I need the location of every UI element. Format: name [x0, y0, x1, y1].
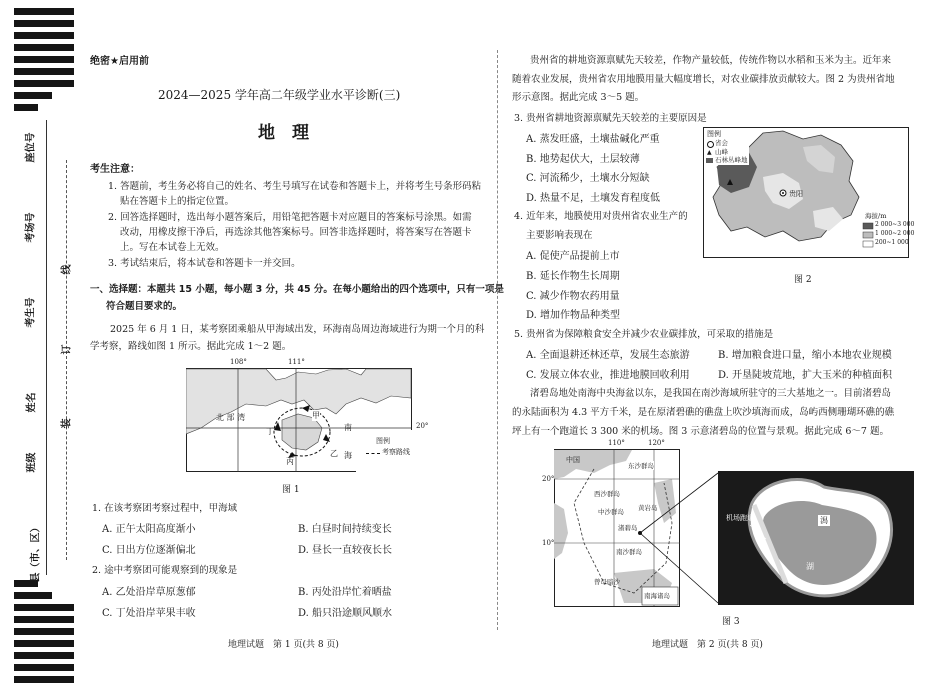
- q5-option[interactable]: A. 全面退耕还林还草，发展生态旅游: [526, 350, 690, 361]
- capital-icon: [707, 141, 714, 148]
- fig3-runway-label: 机场跑道: [726, 514, 754, 522]
- lat-label: 20°: [416, 422, 429, 430]
- footer-page-1: 地理试题 第 1 页(共 8 页): [228, 640, 339, 650]
- class-label: 班级: [26, 452, 38, 473]
- q1-option[interactable]: A. 正午太阳高度渐小: [102, 524, 196, 535]
- point-label: 丁: [266, 427, 274, 436]
- fig3-place: 中沙群岛: [598, 508, 624, 516]
- peak-icon: ▲: [707, 149, 712, 156]
- fig3-lagoon-label: 潟: [820, 516, 828, 525]
- question-1-stem: 1. 在该考察团考察过程中，甲海域: [92, 503, 238, 514]
- sea-label: 南: [344, 423, 352, 432]
- fig3-place: 东沙群岛: [628, 462, 654, 470]
- fig3-lat-label: 10°: [542, 539, 555, 547]
- sea-label: 海: [344, 451, 352, 460]
- section-intro-cont: 学考察，路线如图 1 所示。据此完成 1～2 题。: [90, 341, 292, 352]
- point-label: 甲: [312, 411, 320, 420]
- fig3-inset-label: 南海诸岛: [644, 592, 670, 600]
- fig3-place: 黄岩岛: [638, 504, 658, 512]
- footer-page-2: 地理试题 第 2 页(共 8 页): [652, 640, 763, 650]
- guizhou-intro: 随着农业发展，贵州省农用地膜用量大幅度增长，对农业碳排放贡献较大。图 2 为贵州省地: [512, 74, 895, 85]
- fig2-elev-title: 海拔/m: [865, 212, 887, 220]
- fig2-legend-capital: 省会: [715, 139, 728, 147]
- fig3-place: 南沙群岛: [616, 548, 642, 556]
- q2-option[interactable]: B. 丙处沿岸忙着晒盐: [298, 587, 392, 598]
- fig3-place: 西沙群岛: [594, 490, 620, 498]
- question-2-stem: 2. 途中考察团可能观察到的现象是: [92, 565, 238, 576]
- fig2-legend-title: 图例: [707, 130, 721, 138]
- island-intro: 的永陆面积为 4.3 平方千米，是在原渚碧礁的礁盘上吹沙填海而成，岛屿西侧珊瑚环礁的礁: [512, 407, 895, 418]
- point-label: 乙: [330, 449, 338, 458]
- fig3-lat-label: 20°: [542, 475, 555, 483]
- cut-mark-bind: 订: [61, 344, 73, 355]
- q1-option[interactable]: B. 白昼时间持续变长: [298, 524, 392, 535]
- figure-1-map: [186, 358, 429, 472]
- legend-route-label: 考察路线: [382, 448, 410, 456]
- q3-option[interactable]: D. 热量不足，土壤发育程度低: [526, 193, 661, 204]
- guizhou-intro: 形示意图。据此完成 3～5 题。: [512, 92, 645, 103]
- q1-option[interactable]: C. 日出方位逐渐偏北: [102, 545, 196, 556]
- notice-item: 改动，用橡皮擦干净后，再选涂其他答案标号。回答非选择题时，将答案写在答题卡: [120, 227, 472, 238]
- q5-option[interactable]: D. 开垦陡坡荒地，扩大玉米的种植面积: [718, 370, 893, 381]
- fig3-place: 渚碧岛: [618, 524, 638, 532]
- q5-option[interactable]: B. 增加粮食进口量，缩小本地农业规模: [718, 350, 892, 361]
- county-label: 县（市、区）: [30, 522, 42, 583]
- fig2-legend-peak: 山峰: [715, 148, 728, 156]
- page-divider: [497, 50, 498, 630]
- question-5-stem: 5. 贵州省为保障粮食安全并减少农业碳排放，可采取的措施是: [514, 329, 774, 340]
- q3-option[interactable]: A. 蒸发旺盛，土壤盐碱化严重: [526, 134, 660, 145]
- legend-route-swatch: [366, 453, 380, 454]
- secret-mark: 绝密★启用前: [90, 56, 149, 67]
- notice-item: 上。写在本试卷上无效。: [120, 242, 225, 253]
- section-intro: 2025 年 6 月 1 日，某考察团乘船从甲海域出发，环海南岛周边海域进行为期一个月的科: [110, 324, 485, 335]
- fig2-elev-item: 2 000~3 000: [875, 221, 915, 228]
- fig2-elev-item: 1 000~2 000: [875, 230, 915, 237]
- q3-option[interactable]: C. 河流稀少，土壤水分短缺: [526, 173, 650, 184]
- name-label: 姓名: [26, 392, 38, 413]
- q2-option[interactable]: A. 乙处沿岸草原葱郁: [102, 587, 196, 598]
- candidate-number-label: 考生号: [25, 297, 37, 328]
- notice-item: 1. 答题前，考生务必将自己的姓名、考生号填写在试卷和答题卡上，并将考生号条形码粘: [108, 181, 482, 192]
- stone-forest-swatch: [706, 158, 713, 163]
- fig2-legend-stone: 石林丛峰地: [715, 156, 748, 164]
- notice-item: 贴在答题卡上的指定位置。: [120, 196, 235, 207]
- q4-option[interactable]: A. 促使产品提前上市: [526, 251, 620, 262]
- q2-option[interactable]: C. 丁处沿岸苹果丰收: [102, 608, 196, 619]
- binding-strip: [0, 0, 82, 688]
- figure-3-map: [542, 439, 916, 609]
- guizhou-intro: 贵州省的耕地资源禀赋先天较差，作物产量较低，传统作物以水稻和玉米为主。近年来: [530, 55, 892, 66]
- q3-option[interactable]: B. 地势起伏大，土层较薄: [526, 154, 640, 165]
- q4-option[interactable]: C. 减少作物农药用量: [526, 291, 620, 302]
- island-intro: 渚碧岛地处南海中央海盆以东，是我国在南沙海域所驻守的三大基地之一。目前渚碧岛: [530, 388, 892, 399]
- fig3-lagoon-label: 湖: [806, 562, 814, 571]
- bay-label: 北 部 湾: [216, 413, 246, 422]
- fig3-place: 曾母暗沙: [594, 578, 620, 586]
- subject-title: 地 理: [258, 123, 309, 143]
- notice-item: 2. 回答选择题时，选出每小题答案后，用铅笔把答题卡对应题目的答案标号涂黑。如需: [108, 212, 472, 223]
- cut-mark-line: 线: [61, 264, 73, 275]
- q4-option[interactable]: B. 延长作物生长周期: [526, 271, 620, 282]
- fig2-city-label: 贵阳: [789, 190, 803, 198]
- lon-label: 111°: [288, 358, 305, 366]
- section-heading: 一、选择题：本题共 15 小题，每小题 3 分，共 45 分。在每小题给出的四个选项中，只有一项是: [90, 284, 504, 295]
- notice-heading: 考生注意：: [90, 164, 140, 175]
- island-intro: 坪上有一个跑道长 3 300 米的机场。图 3 示意渚碧岛的位置与景观。据此完成 6～7 题。: [512, 426, 889, 437]
- figure-2-map: [703, 127, 915, 258]
- figure-2-caption: 图 2: [794, 275, 812, 285]
- fig3-place-china: 中国: [566, 456, 580, 464]
- q2-option[interactable]: D. 船只沿途顺风顺水: [298, 608, 393, 619]
- figure-3-caption: 图 3: [722, 617, 740, 627]
- fig3-lon-label: 120°: [648, 439, 665, 447]
- exam-room-label: 考场号: [25, 212, 37, 243]
- point-label: 丙: [286, 457, 294, 466]
- question-3-stem: 3. 贵州省耕地资源禀赋先天较差的主要原因是: [514, 113, 707, 124]
- lon-label: 108°: [230, 358, 247, 366]
- legend-title: 图例: [376, 437, 390, 445]
- question-4-stem: 4. 近年来，地膜使用对贵州省农业生产的: [514, 211, 688, 222]
- fig2-elev-item: 200~1 000: [875, 239, 909, 246]
- exam-title: 2024—2025 学年高二年级学业水平诊断(三): [158, 88, 401, 102]
- notice-item: 3. 考试结束后，将本试卷和答题卡一并交回。: [108, 258, 301, 269]
- question-4-stem-cont: 主要影响表现在: [526, 230, 593, 241]
- seat-number-label: 座位号: [25, 132, 37, 163]
- q4-option[interactable]: D. 增加作物品种类型: [526, 310, 621, 321]
- q1-option[interactable]: D. 昼长一直较夜长长: [298, 545, 393, 556]
- section-heading-cont: 符合题目要求的。: [106, 301, 183, 312]
- q5-option[interactable]: C. 发展立体农业，推进地膜回收利用: [526, 370, 690, 381]
- fig3-lon-label: 110°: [608, 439, 625, 447]
- figure-1-caption: 图 1: [282, 485, 300, 495]
- cut-mark-staple: 装: [61, 418, 73, 429]
